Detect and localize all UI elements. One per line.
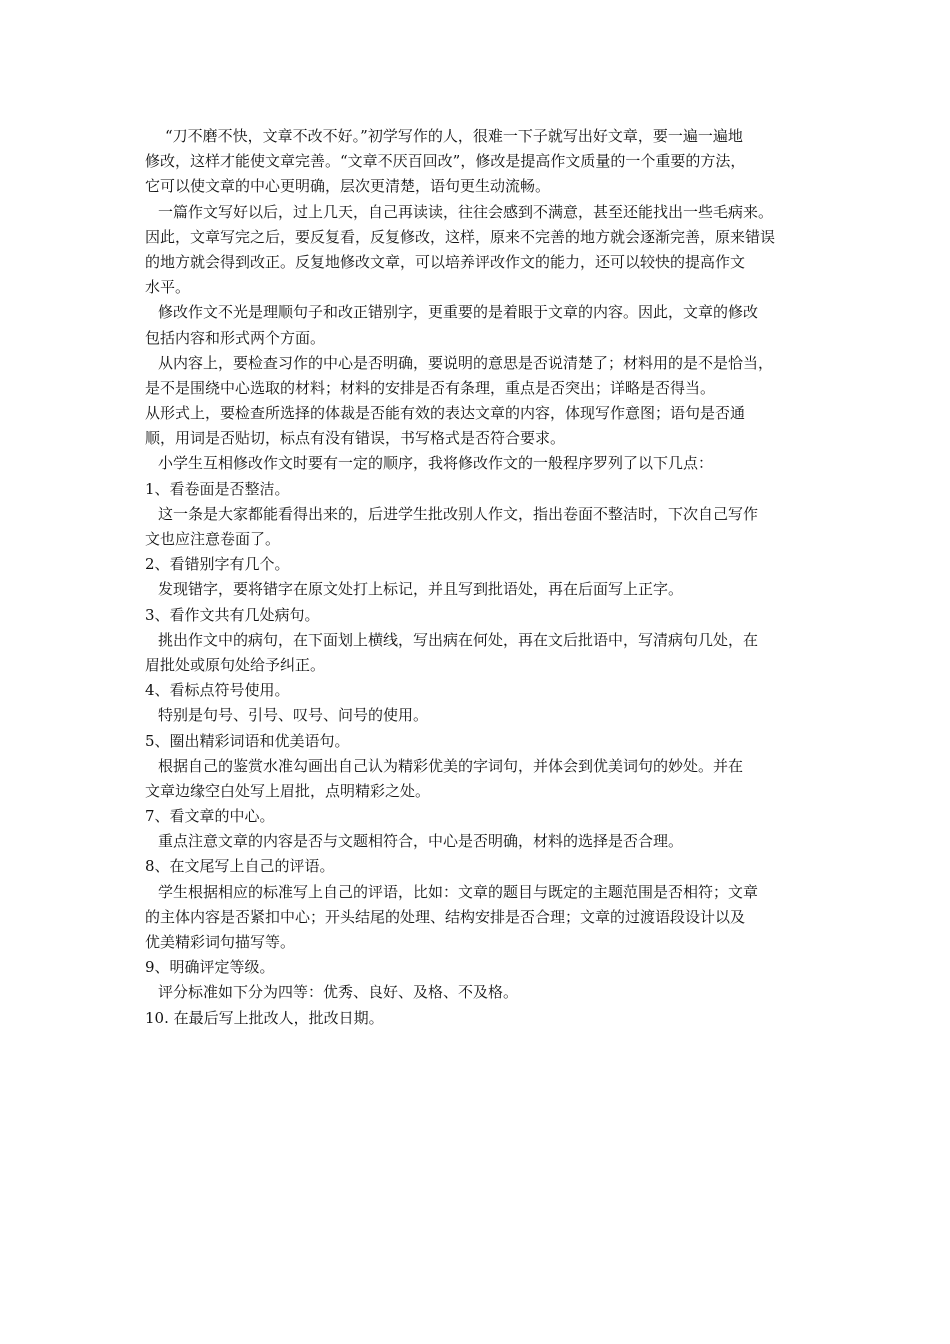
- text-line: 文章边缘空白处写上眉批，点明精彩之处。: [145, 781, 431, 800]
- text-line: 3、看作文共有几处病句。: [145, 605, 320, 624]
- text-line: 挑出作文中的病句，在下面划上横线，写出病在何处，再在文后批语中，写清病句几处，在: [158, 630, 759, 649]
- text-line: 水平。: [145, 278, 191, 297]
- text-line: 8、在文尾写上自己的评语。: [145, 857, 335, 876]
- text-line: 它可以使文章的中心更明确，层次更清楚，语句更生动流畅。: [145, 177, 551, 196]
- text-line: 小学生互相修改作文时要有一定的顺序，我将修改作文的一般程序罗列了以下几点：: [158, 454, 714, 473]
- text-line: 的地方就会得到改正。反复地修改文章，可以培养评改作文的能力，还可以较快的提高作文: [145, 252, 746, 271]
- text-line: 7、看文章的中心。: [145, 807, 275, 826]
- text-line: 包括内容和形式两个方面。: [145, 328, 326, 347]
- text-line: 评分标准如下分为四等：优秀、良好、及格、不及格。: [158, 983, 519, 1002]
- text-line: 4、看标点符号使用。: [145, 681, 290, 700]
- text-line: 从内容上，要检查习作的中心是否明确，要说明的意思是否说清楚了；材料用的是不是恰当，: [158, 353, 774, 372]
- text-line: 发现错字，要将错字在原文处打上标记，并且写到批语处，再在后面写上正字。: [158, 580, 684, 599]
- text-line: 重点注意文章的内容是否与文题相符合，中心是否明确，材料的选择是否合理。: [158, 832, 684, 851]
- text-line: 2、看错别字有几个。: [145, 555, 290, 574]
- text-line: 10. 在最后写上批改人，批改日期。: [145, 1008, 384, 1027]
- text-line: 这一条是大家都能看得出来的，后进学生批改别人作文，指出卷面不整洁时，下次自己写作: [158, 504, 759, 523]
- text-line: 是不是围绕中心选取的材料；材料的安排是否有条理，重点是否突出；详略是否得当。: [145, 378, 716, 397]
- text-line: 根据自己的鉴赏水准勾画出自己认为精彩优美的字词句，并体会到优美词句的妙处。并在: [158, 756, 744, 775]
- text-line: 顺，用词是否贴切，标点有没有错误，书写格式是否符合要求。: [145, 429, 566, 448]
- text-line: 眉批处或原句处给予纠正。: [145, 655, 326, 674]
- text-line: 1、看卷面是否整洁。: [145, 479, 290, 498]
- document-body: [145, 124, 810, 1031]
- text-line: 文也应注意卷面了。: [145, 530, 281, 548]
- text-line: 5、圈出精彩词语和优美语句。: [145, 731, 350, 750]
- text-line: 的主体内容是否紧扣中心；开头结尾的处理、结构安排是否合理；文章的过渡语段设计以及: [145, 907, 746, 926]
- text-line: 因此，文章写完之后，要反复看，反复修改，这样，原来不完善的地方就会逐渐完善，原来错误: [145, 227, 776, 246]
- text-line: 修改作文不光是理顺句子和改正错别字，更重要的是着眼于文章的内容。因此，文章的修改: [158, 303, 759, 322]
- text-line: 修改，这样才能使文章完善。“文章不厌百回改”，修改是提高作文质量的一个重要的方法，: [145, 152, 746, 171]
- text-line: 特别是句号、引号、叹号、问号的使用。: [158, 706, 429, 725]
- text-line: 从形式上，要检查所选择的体裁是否能有效的表达文章的内容，体现写作意图；语句是否通: [145, 404, 746, 423]
- text-line: 学生根据相应的标准写上自己的评语，比如：文章的题目与既定的主题范围是否相符；文章: [158, 882, 759, 901]
- text-line: 优美精彩词句描写等。: [145, 933, 296, 951]
- text-line: 9、明确评定等级。: [145, 958, 275, 977]
- text-line: “刀不磨不快，文章不改不好。”初学写作的人，很难一下子就写出好文章，要一遍一遍地: [165, 127, 743, 145]
- text-line: 一篇作文写好以后，过上几天，自己再读读，往往会感到不满意，甚至还能找出一些毛病来。: [158, 202, 774, 221]
